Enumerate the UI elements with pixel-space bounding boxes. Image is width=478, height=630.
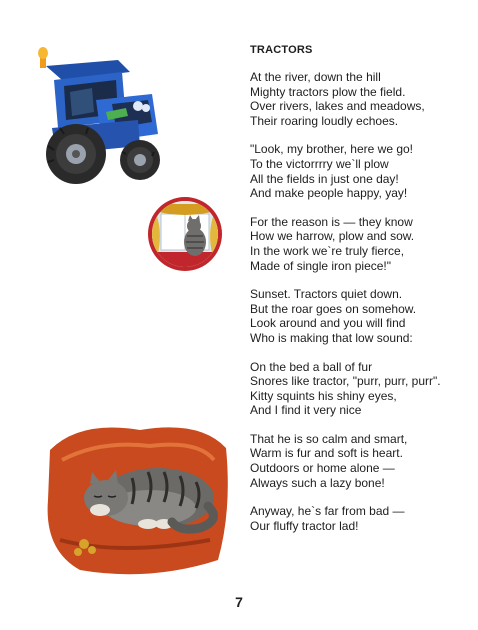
stanza: [250, 70, 472, 128]
poem-title: TRACTORS: [250, 44, 313, 56]
stanza: [250, 360, 472, 418]
poem-line: But the roar goes on somehow.: [250, 301, 417, 316]
poem-line: Kitty squints his shiny eyes,: [250, 388, 397, 403]
poem-line: How we harrow, plow and sow.: [250, 229, 415, 244]
poem-line: Who is making that low sound:: [250, 330, 413, 345]
page-number: 7: [235, 594, 243, 610]
poem-line: And make people happy, yay!: [250, 186, 408, 201]
poem-line: Warm is fur and soft is heart.: [250, 446, 403, 461]
poem-line: Look around and you will find: [250, 316, 406, 331]
cat-window-illustration: [147, 196, 223, 272]
poem-line: "Look, my brother, here we go!: [250, 142, 414, 157]
poem-line: Our fluffy tractor lad!: [250, 518, 359, 533]
poem-line: And I find it very nice: [250, 403, 362, 418]
poem-line: Their roaring loudly echoes.: [250, 113, 399, 128]
poem-line: To the victorrrry we`ll plow: [250, 156, 389, 171]
stanza: [250, 142, 472, 200]
poem-line: That he is so calm and smart,: [250, 431, 408, 446]
poem: [250, 44, 472, 547]
poem-line: At the river, down the hill: [250, 70, 381, 84]
poem-line: Always such a lazy bone!: [250, 475, 385, 490]
poem-line: For the reason is — they know: [250, 214, 413, 229]
poem-line: Snores like tractor, "purr, purr, purr".: [250, 374, 441, 389]
poem-line: Mighty tractors plow the field.: [250, 84, 406, 99]
stanza: [250, 432, 472, 490]
poem-line: Made of single iron piece!": [250, 258, 392, 273]
blue-tractor-icon: [26, 42, 166, 192]
poem-line: Over rivers, lakes and meadows,: [250, 99, 425, 114]
cat-in-window-icon: [147, 196, 223, 272]
stanza: [250, 215, 472, 273]
poem-line: Sunset. Tractors quiet down.: [250, 287, 403, 302]
poem-line: Anyway, he`s far from bad —: [250, 504, 405, 519]
poem-line: In the work we`re truly fierce,: [250, 243, 405, 258]
stanza: [250, 287, 472, 345]
stanza: [250, 504, 472, 533]
poem-line: All the fields in just one day!: [250, 171, 399, 186]
tractor-illustration: [26, 42, 166, 192]
poem-line: Outdoors or home alone —: [250, 461, 395, 476]
sleeping-cat-illustration: [40, 420, 232, 578]
sleeping-cat-on-pillow-icon: [40, 420, 232, 578]
poem-line: On the bed a ball of fur: [250, 359, 373, 374]
